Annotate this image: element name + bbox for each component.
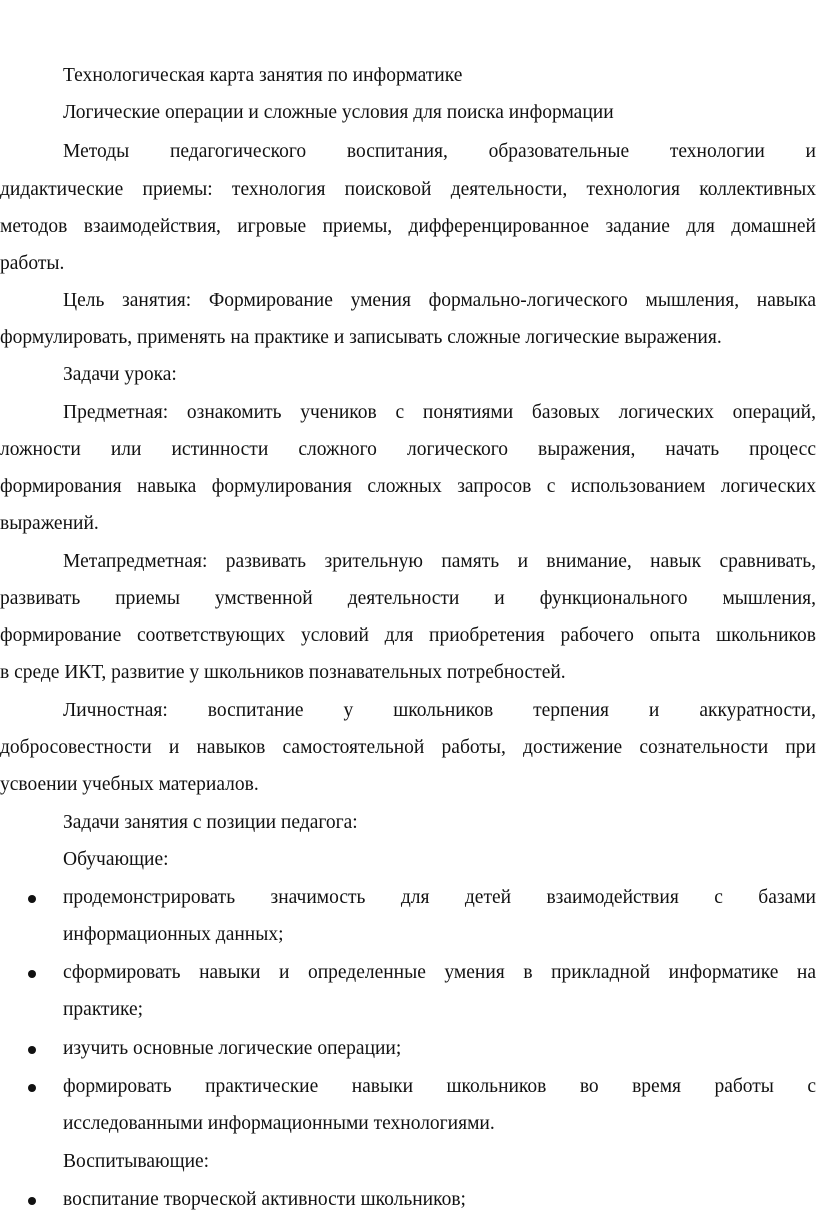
methods-line-3: методов взаимодействия, игровые приемы, дифференцированное задание для домашней: [0, 216, 816, 237]
bullet-icon: [28, 895, 36, 903]
personal-task-line-2: добросовестности и навыков самостоятельной работы, достижение сознательности при: [0, 737, 816, 758]
goal-line-1: Цель занятия: Формирование умения формально-логического мышления, навыка: [63, 290, 816, 311]
teaching-item-2-line-1: сформировать навыки и определенные умения в прикладной информатике на: [63, 962, 816, 983]
bullet-icon: [28, 1084, 36, 1092]
subject-task-line-2: ложности или истинности сложного логического выражения, начать процесс: [0, 439, 816, 460]
goal-line-2: формулировать, применять на практике и записывать сложные логические выражения.: [0, 327, 722, 348]
bullet-icon: [28, 970, 36, 978]
personal-task-line-3: усвоении учебных материалов.: [0, 774, 259, 795]
bullet-icon: [28, 1046, 36, 1054]
methods-line-1: Методы педагогического воспитания, образовательные технологии и: [63, 141, 816, 162]
document-title: Технологическая карта занятия по информатике: [63, 65, 463, 86]
document-topic: Логические операции и сложные условия для поиска информации: [63, 102, 614, 123]
teacher-tasks-heading: Задачи занятия с позиции педагога:: [63, 812, 358, 833]
teaching-heading: Обучающие:: [63, 849, 169, 870]
subject-task-line-3: формирования навыка формулирования сложных запросов с использованием логических: [0, 476, 816, 497]
metasubject-task-line-4: в среде ИКТ, развитие у школьников познавательных потребностей.: [0, 662, 566, 683]
upbringing-item-1-line-1: воспитание творческой активности школьников;: [63, 1189, 466, 1210]
methods-line-2: дидактические приемы: технология поисковой деятельности, технология коллективных: [0, 179, 816, 200]
teaching-item-4-line-1: формировать практические навыки школьников во время работы с: [63, 1076, 816, 1097]
bullet-icon: [28, 1197, 36, 1205]
teaching-item-3-line-1: изучить основные логические операции;: [63, 1038, 402, 1059]
subject-task-line-4: выражений.: [0, 513, 99, 534]
personal-task-line-1: Личностная: воспитание у школьников терпения и аккуратности,: [63, 700, 816, 721]
teaching-item-1-line-2: информационных данных;: [63, 924, 284, 945]
teaching-item-4-line-2: исследованными информационными технологиями.: [63, 1113, 495, 1134]
lesson-tasks-heading: Задачи урока:: [63, 364, 177, 385]
metasubject-task-line-1: Метапредметная: развивать зрительную память и внимание, навык сравнивать,: [63, 551, 816, 572]
teaching-item-2-line-2: практике;: [63, 999, 144, 1020]
subject-task-line-1: Предметная: ознакомить учеников с понятиями базовых логических операций,: [63, 402, 816, 423]
metasubject-task-line-2: развивать приемы умственной деятельности и функционального мышления,: [0, 588, 816, 609]
methods-line-4: работы.: [0, 253, 65, 274]
upbringing-heading: Воспитывающие:: [63, 1151, 210, 1172]
metasubject-task-line-3: формирование соответствующих условий для приобретения рабочего опыта школьников: [0, 625, 816, 646]
teaching-item-1-line-1: продемонстрировать значимость для детей взаимодействия с базами: [63, 887, 816, 908]
